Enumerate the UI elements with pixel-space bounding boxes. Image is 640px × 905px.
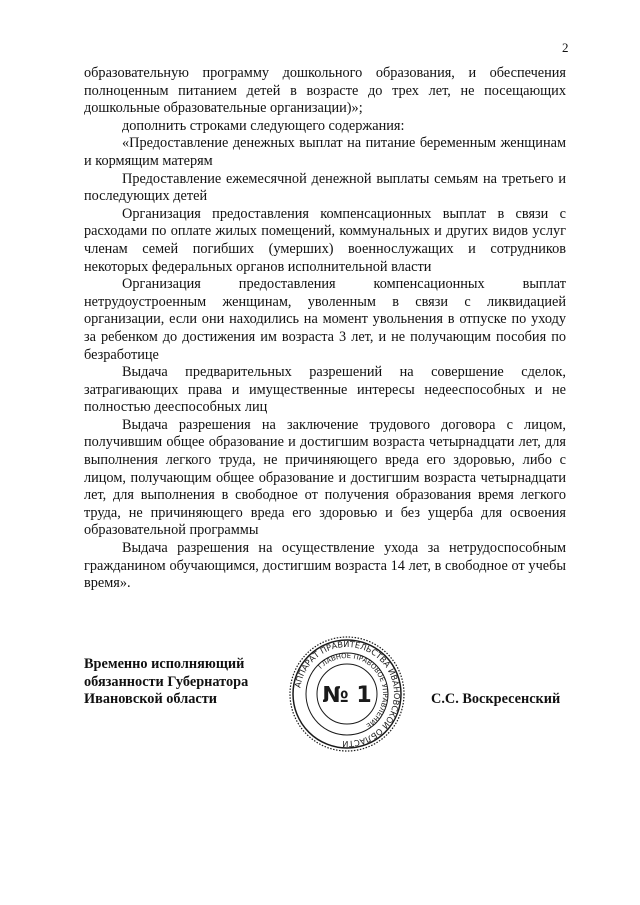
seal-inner-text: ГЛАВНОЕ ПРАВОВОЕ УПРАВЛЕНИЕ <box>316 651 390 730</box>
paragraph: Выдача разрешения на осуществление ухода за нетрудоспособным гражданином обучающимся, достигшим возраста 14 лет, в свободное от учебы время». <box>84 540 566 592</box>
paragraph: Выдача разрешения на заключение трудового договора с лицом, получившим общее образование и достигшим возраста четырнадцати лет, для выполнения легкого труда, не причиняющего вреда его здоровью, либо с лицом, получающим общее образование и достигшим возраста четырнадцати лет, для выполнения в свободное от получения образования время легкого труда, не причиняющего вреда его здоровью и без ущерба для освоения образовательной программы <box>84 416 566 539</box>
paragraph: «Предоставление денежных выплат на питание беременным женщинам и кормящим матерям <box>84 135 566 169</box>
paragraph: Выдача предварительных разрешений на совершение сделок, затрагивающих права и имущественные интересы недееспособных и не полностью дееспособных лиц <box>84 364 566 416</box>
paragraph: Организация предоставления компенсационных выплат нетрудоустроенным женщинам, уволенным в связи с ликвидацией организации, если они находились на момент увольнения в отпуске по уходу за ребенком до достижения им возраста 3 лет, и не получающим пособия по безработице <box>84 276 566 363</box>
paragraph: образовательную программу дошкольного образования, и обеспечения полноценным питанием детей в возрасте до трех лет, не посещающих дошкольные образовательные организации)»; <box>84 65 566 117</box>
signatory-title-line: Ивановской области <box>84 691 217 708</box>
paragraph: дополнить строками следующего содержания: <box>122 117 405 134</box>
page-number: 2 <box>562 40 569 55</box>
paragraph: Предоставление ежемесячной денежной выплаты семьям на третьего и последующих детей <box>84 170 566 205</box>
seal-graphic <box>288 635 406 753</box>
seal-outer-text: АППАРАТ ПРАВИТЕЛЬСТВА ИВАНОВСКОЙ ОБЛАСТИ <box>292 638 403 750</box>
paragraph: Организация предоставления компенсационных выплат в связи с расходами по оплате жилых помещений, коммунальных и других видов услуг членам семей погибших (умерших) военнослужащих и сотрудников некоторых федеральных органов исполнительной власти <box>84 205 566 275</box>
signatory-title <box>84 656 248 709</box>
official-seal <box>288 635 406 753</box>
signatory-title-line: Временно исполняющий <box>84 656 245 672</box>
document-body <box>84 65 566 593</box>
signatory-title-line: обязанности Губернатора <box>84 673 249 690</box>
signatory-name: С.С. Воскресенский <box>431 691 561 707</box>
seal-number: № 1 <box>322 683 372 708</box>
